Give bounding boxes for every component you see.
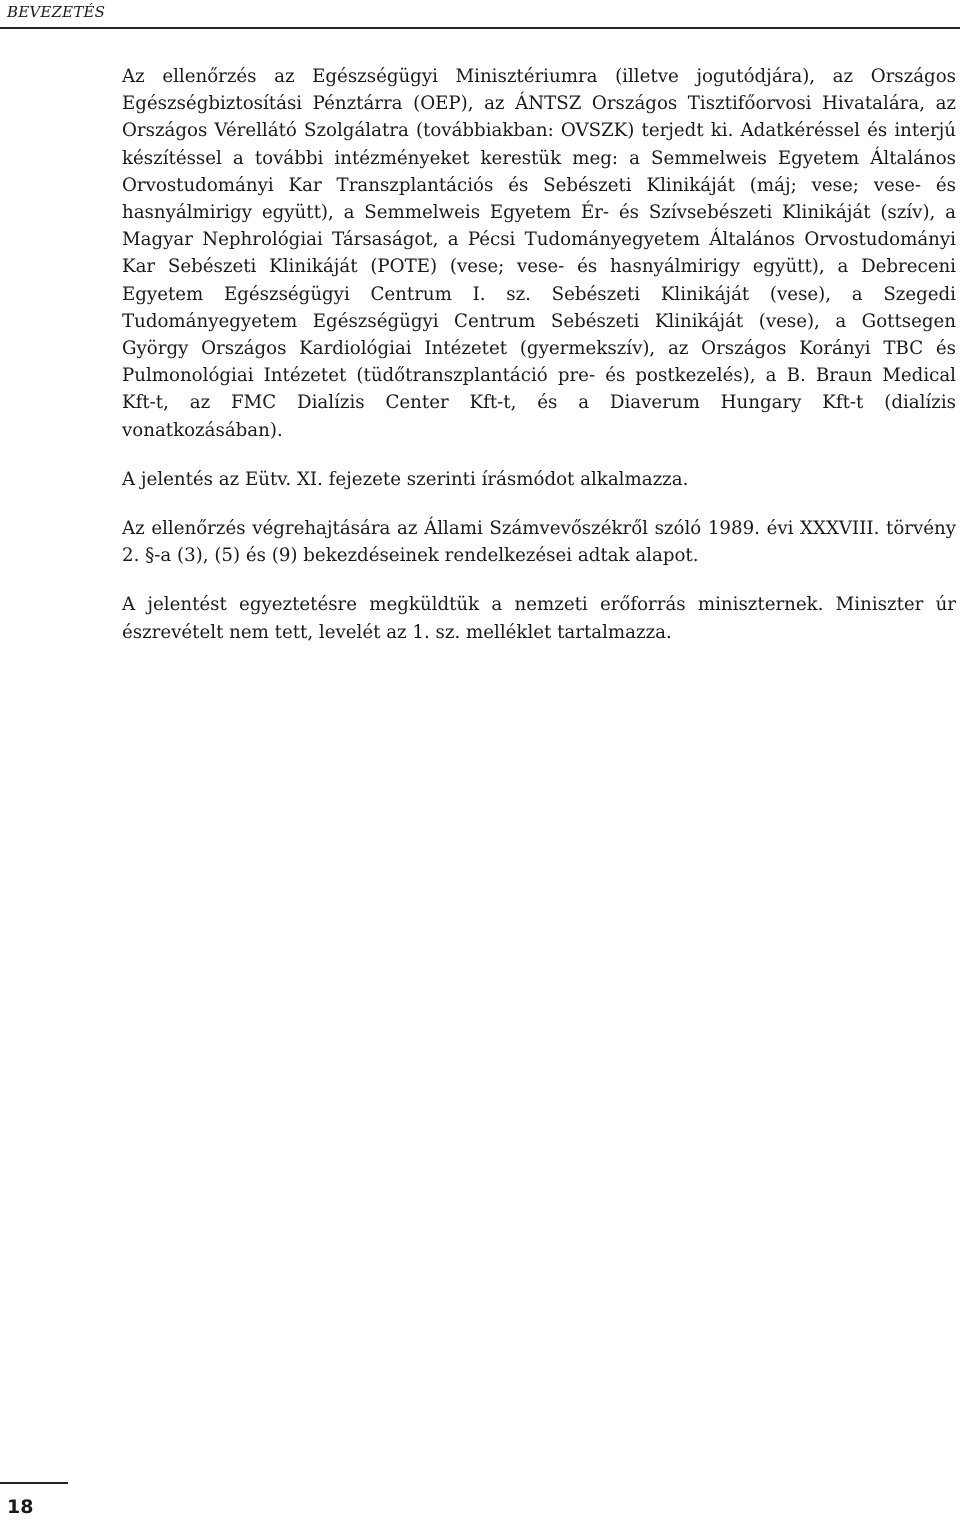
paragraph-scope: Az ellenőrzés az Egészségügyi Minisztériumra (illetve jogutódjára), az Országos Egészségbiztosítási Pénztárra (OEP), az ÁNTSZ Országos Tisztifőorvosi Hivatalára, az Országos Vérellátó Szolgálatra (továbbiakban: OVSZK) terjedt ki. Adatkéréssel és interjú készítéssel a további intézményeket kerestük meg: a Semmelweis Egyetem Általános Orvostudományi Kar Transzplantációs és Sebészeti Klinikáját (máj; vese; vese- és hasnyálmirigy együtt), a Semmelweis Egyetem Ér- és Szívsebészeti Klinikáját (szív), a Magyar Nephrológiai Társaságot, a Pécsi Tudományegyetem Általános Orvostudományi Kar Sebészeti Klinikáját (POTE) (vese; vese- és hasnyálmirigy együtt), a Debreceni Egyetem Egészségügyi Centrum I. sz. Sebészeti Klinikáját (vese), a Szegedi Tudományegyetem Egészségügyi Centrum Sebészeti Klinikáját (vese), a Gottsegen György Országos Kardiológiai Intézetet (gyermekszív), az Országos Korányi TBC és Pulmonológiai Intézetet (tüdőtranszplantáció pre- és postkezelés), a B. Braun Medical Kft-t, az FMC Dialízis Center Kft-t, és a Diaverum Hungary Kft-t (dialízis vonatkozásában).: [122, 66, 956, 441]
paragraph-spelling: A jelentés az Eütv. XI. fejezete szerinti írásmódot alkalmazza.: [122, 468, 689, 490]
paragraph-reconciliation: A jelentést egyeztetésre megküldtük a nemzeti erőforrás miniszternek. Miniszter úr észrevételt nem tett, levelét az 1. sz. melléklet tartalmazza.: [122, 594, 956, 643]
header-rule: [0, 27, 960, 29]
footer-rule: [0, 1482, 68, 1484]
body-text: [122, 63, 956, 668]
running-header: BEVEZETÉS: [7, 3, 106, 21]
page-number: 18: [7, 1496, 34, 1518]
paragraph-legal-basis: Az ellenőrzés végrehajtására az Állami Számvevőszékről szóló 1989. évi XXXVIII. törvény 2. §-a (3), (5) és (9) bekezdéseinek rendelkezései adtak alapot.: [122, 518, 956, 567]
